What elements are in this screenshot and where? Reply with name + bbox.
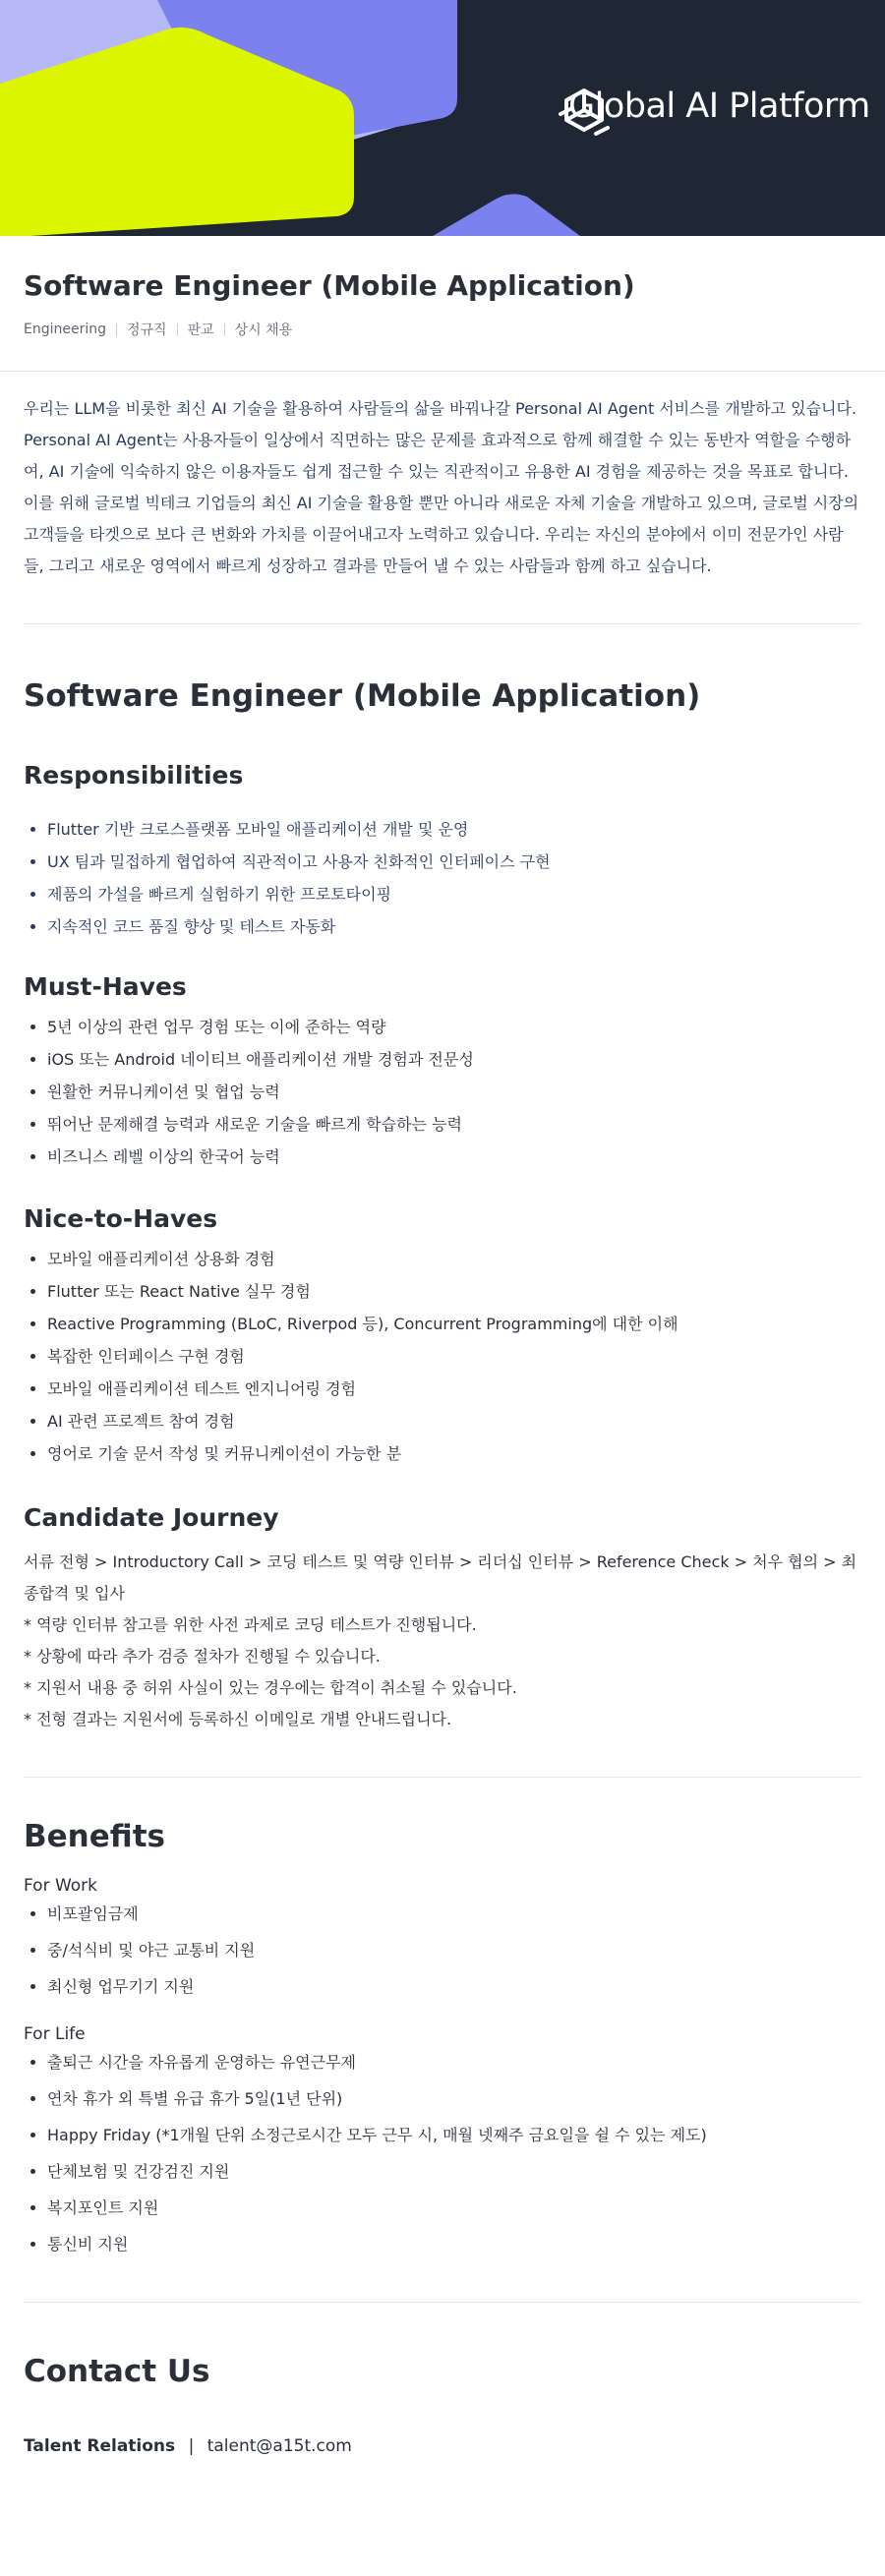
list-item: • UX 팀과 밀접하게 협업하여 직관적이고 사용자 친화적인 인터페이스 구현 xyxy=(47,846,861,878)
job-meta xyxy=(24,320,861,339)
section-divider xyxy=(24,623,861,624)
list-item: • 비포괄임금제 xyxy=(47,1896,861,1932)
list-item: • Reactive Programming (BLoC, Riverpod 등), Concurrent Programming에 대한 이해 xyxy=(47,1308,861,1340)
must-haves-list xyxy=(24,1011,861,1173)
meta-employment-type: 정규직 xyxy=(127,322,167,338)
job-title: Software Engineer (Mobile Application) xyxy=(24,269,635,302)
list-item: • 연차 휴가 외 특별 유급 휴가 5일(1년 단위) xyxy=(47,2080,861,2117)
nice-to-haves-heading: Nice-to-Haves xyxy=(24,1204,218,1233)
meta-hiring-type: 상시 채용 xyxy=(234,322,293,338)
benefits-title: Benefits xyxy=(24,1819,165,1854)
benefits-section xyxy=(0,1819,885,2262)
contact-row xyxy=(24,2436,861,2456)
list-item: • Happy Friday (*1개월 단위 소정근로시간 모두 근무 시, 매월 넷째주 금요일을 쉴 수 있는 제도) xyxy=(47,2117,861,2153)
job-header xyxy=(0,236,885,372)
meta-separator xyxy=(116,323,117,336)
for-work-list xyxy=(24,1896,861,2005)
candidate-journey-heading: Candidate Journey xyxy=(24,1503,279,1532)
list-item: • 복잡한 인터페이스 구현 경험 xyxy=(47,1340,861,1373)
for-life-label: For Life xyxy=(24,2024,86,2044)
meta-separator xyxy=(224,323,225,336)
responsibilities-list xyxy=(24,813,861,943)
list-item: • Flutter 기반 크로스플랫폼 모바일 애플리케이션 개발 및 운영 xyxy=(47,813,861,846)
journey-note: * 상황에 따라 추가 검증 절차가 진행될 수 있습니다. xyxy=(24,1647,381,1666)
for-work-label: For Work xyxy=(24,1876,98,1896)
responsibilities-heading: Responsibilities xyxy=(24,761,244,790)
list-item: • 모바일 애플리케이션 상용화 경험 xyxy=(47,1243,861,1275)
journey-steps: 서류 전형 > Introductory Call > 코딩 테스트 및 역량 인터뷰 > 리더십 인터뷰 > Reference Check > 처우 협의 > 최종합격 및 입사 xyxy=(24,1552,857,1603)
list-item: • 뛰어난 문제해결 능력과 새로운 기술을 빠르게 학습하는 능력 xyxy=(47,1108,861,1141)
job-description xyxy=(0,678,885,1735)
section-divider xyxy=(24,2302,861,2303)
must-haves-heading: Must-Haves xyxy=(24,972,187,1001)
section-title: Software Engineer (Mobile Application) xyxy=(24,678,701,714)
banner-shape-bottom xyxy=(433,194,580,236)
list-item: • 통신비 지원 xyxy=(47,2226,861,2262)
nice-to-haves-list xyxy=(24,1243,861,1470)
list-item: • iOS 또는 Android 네이티브 애플리케이션 개발 경험과 전문성 xyxy=(47,1043,861,1076)
contact-section xyxy=(0,2354,885,2456)
list-item: • 단체보험 및 건강검진 지원 xyxy=(47,2153,861,2190)
list-item: • 원활한 커뮤니케이션 및 협업 능력 xyxy=(47,1076,861,1108)
journey-note: * 역량 인터뷰 참고를 위한 사전 과제로 코딩 테스트가 진행됩니다. xyxy=(24,1615,477,1634)
list-item: • 모바일 애플리케이션 테스트 엔지니어링 경험 xyxy=(47,1373,861,1405)
list-item: • AI 관련 프로젝트 참여 경험 xyxy=(47,1405,861,1437)
list-item: • 제품의 가설을 빠르게 실험하기 위한 프로토타이핑 xyxy=(47,878,861,910)
list-item: • 복지포인트 지원 xyxy=(47,2190,861,2226)
list-item: • 최신형 업무기기 지원 xyxy=(47,1968,861,2005)
list-item: • Flutter 또는 React Native 실무 경험 xyxy=(47,1275,861,1308)
journey-note: * 지원서 내용 중 허위 사실이 있는 경우에는 합격이 취소될 수 있습니다. xyxy=(24,1678,517,1697)
meta-separator xyxy=(177,323,178,336)
list-item: • 지속적인 코드 품질 향상 및 테스트 자동화 xyxy=(47,910,861,943)
brand-logo-icon xyxy=(557,87,612,142)
company-intro: 우리는 LLM을 비롯한 최신 AI 기술을 활용하여 사람들의 삶을 바꿔나갈 Personal AI Agent 서비스를 개발하고 있습니다. Personal AI Agent는 사용자들이 일상에서 직면하는 많은 문제를 효과적으로 함께 해결할 수 있는 동반자 역할을 수행하여, AI 기술에 익숙하지 않은 이용자들도 쉽게 접근할 수 있는 직관적이고 유용한 AI 경험을 제공하는 것을 목표로 합니다. 이를 위해 글로벌 빅테크 기업들의 최신 AI 기술을 활용할 뿐만 아니라 새로운 자체 기술을 개발하고 있으며, 글로벌 시장의 고객들을 타겟으로 보다 큰 변화와 가치를 이끌어내고자 노력하고 있습니다. 우리는 자신의 분야에서 이미 전문가인 사람들, 그리고 새로운 영역에서 빠르게 성장하고 결과를 만들어 낼 수 있는 사람들과 함께 하고 싶습니다. xyxy=(24,399,859,575)
meta-location: 판교 xyxy=(187,322,214,338)
meta-department: Engineering xyxy=(24,322,106,337)
brand-logo xyxy=(557,87,870,126)
contact-separator: | xyxy=(188,2436,195,2456)
for-life-list xyxy=(24,2044,861,2262)
section-divider xyxy=(24,1777,861,1778)
contact-email-link[interactable]: talent@a15t.com xyxy=(206,2436,352,2456)
list-item: • 중/석식비 및 야근 교통비 지원 xyxy=(47,1932,861,1968)
list-item: • 출퇴근 시간을 자유롭게 운영하는 유연근무제 xyxy=(47,2044,861,2080)
list-item: • 비즈니스 레벨 이상의 한국어 능력 xyxy=(47,1141,861,1173)
hero-banner xyxy=(0,0,885,236)
journey-note: * 전형 결과는 지원서에 등록하신 이메일로 개별 안내드립니다. xyxy=(24,1710,452,1728)
candidate-journey xyxy=(24,1547,861,1735)
list-item: • 5년 이상의 관련 업무 경험 또는 이에 준하는 역량 xyxy=(47,1011,861,1043)
brand-name: Global AI Platform xyxy=(568,87,870,126)
list-item: • 영어로 기술 문서 작성 및 커뮤니케이션이 가능한 분 xyxy=(47,1437,861,1470)
contact-title: Contact Us xyxy=(24,2354,210,2389)
contact-team: Talent Relations xyxy=(24,2436,176,2456)
